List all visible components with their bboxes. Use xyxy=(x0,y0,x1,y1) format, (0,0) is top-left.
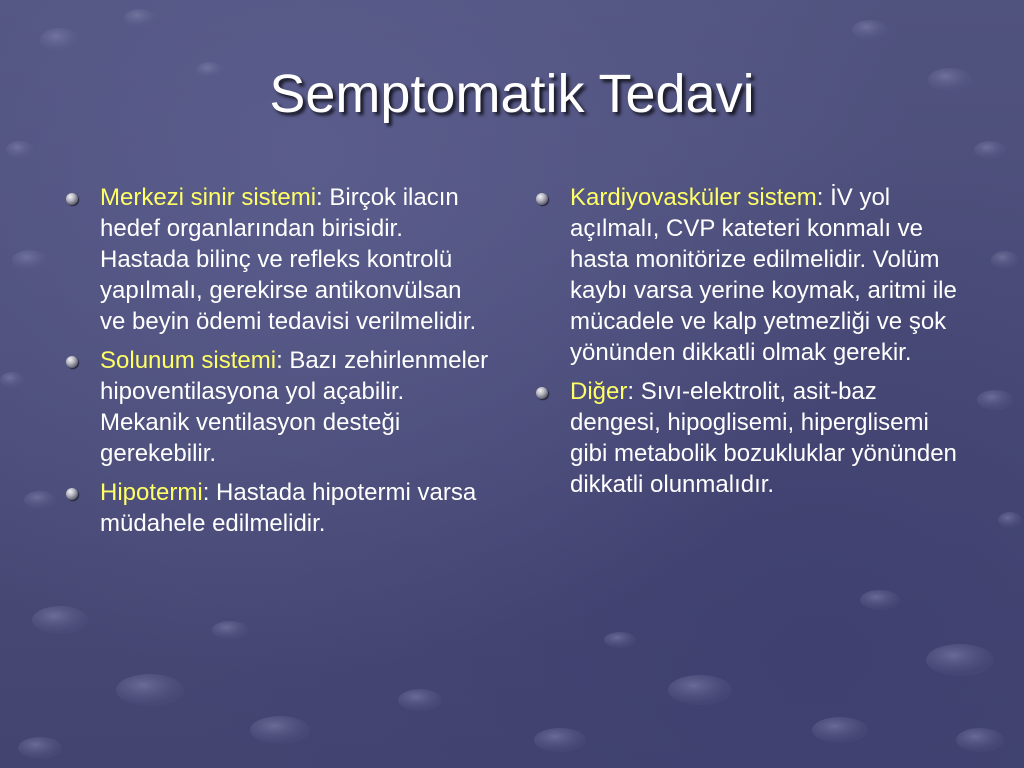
bullet-item xyxy=(62,345,492,469)
bullet-item xyxy=(62,182,492,337)
bullet-text: Birçok ilacın hedef organlarından birisidir. Hastada bilinç ve refleks kontrolü yapılmalı, gerekirse antikonvülsan ve beyin ödemi tedavisi verilmelidir. xyxy=(100,184,477,335)
sphere-bullet-icon xyxy=(66,356,78,368)
bullet-separator: : xyxy=(816,184,831,211)
bullet-text: Bazı zehirlenmeler hipoventilasyona yol açabilir. Mekanik ventilasyon desteği gerekebilir. xyxy=(100,347,489,467)
bullet-separator: : xyxy=(276,347,290,374)
left-column xyxy=(62,182,492,547)
bullet-text: Hastada hipotermi varsa müdahele edilmelidir. xyxy=(100,479,477,537)
sphere-bullet-icon xyxy=(66,193,78,205)
slide-title: Semptomatik Tedavi xyxy=(269,64,755,124)
bullet-separator: : xyxy=(627,378,641,405)
bullet-separator: : xyxy=(316,184,330,211)
sphere-bullet-icon xyxy=(66,488,78,500)
bullet-text: Sıvı-elektrolit, asit-baz dengesi, hipoglisemi, hiperglisemi gibi metabolik bozukluklar yönünden dikkatli olunmalıdır. xyxy=(570,378,957,498)
bullet-heading: Merkezi sinir sistemi xyxy=(100,184,317,211)
right-column xyxy=(532,182,972,508)
sphere-bullet-icon xyxy=(536,387,548,399)
bullet-item xyxy=(62,477,492,539)
bullet-separator: : xyxy=(202,479,217,506)
bullet-heading: Hipotermi xyxy=(100,479,203,506)
sphere-bullet-icon xyxy=(536,193,548,205)
bullet-item xyxy=(532,182,972,368)
bullet-heading: Diğer xyxy=(570,378,628,405)
bullet-heading: Kardiyovasküler sistem xyxy=(570,184,817,211)
bullet-item xyxy=(532,376,972,500)
bullet-text: İV yol açılmalı, CVP kateteri konmalı ve hasta monitörize edilmelidir. Volüm kaybı varsa yerine koymak, aritmi ile mücadele ve kalp yetmezliği ve şok yönünden dikkatli olmak gerekir. xyxy=(570,184,957,366)
bullet-heading: Solunum sistemi xyxy=(100,347,277,374)
